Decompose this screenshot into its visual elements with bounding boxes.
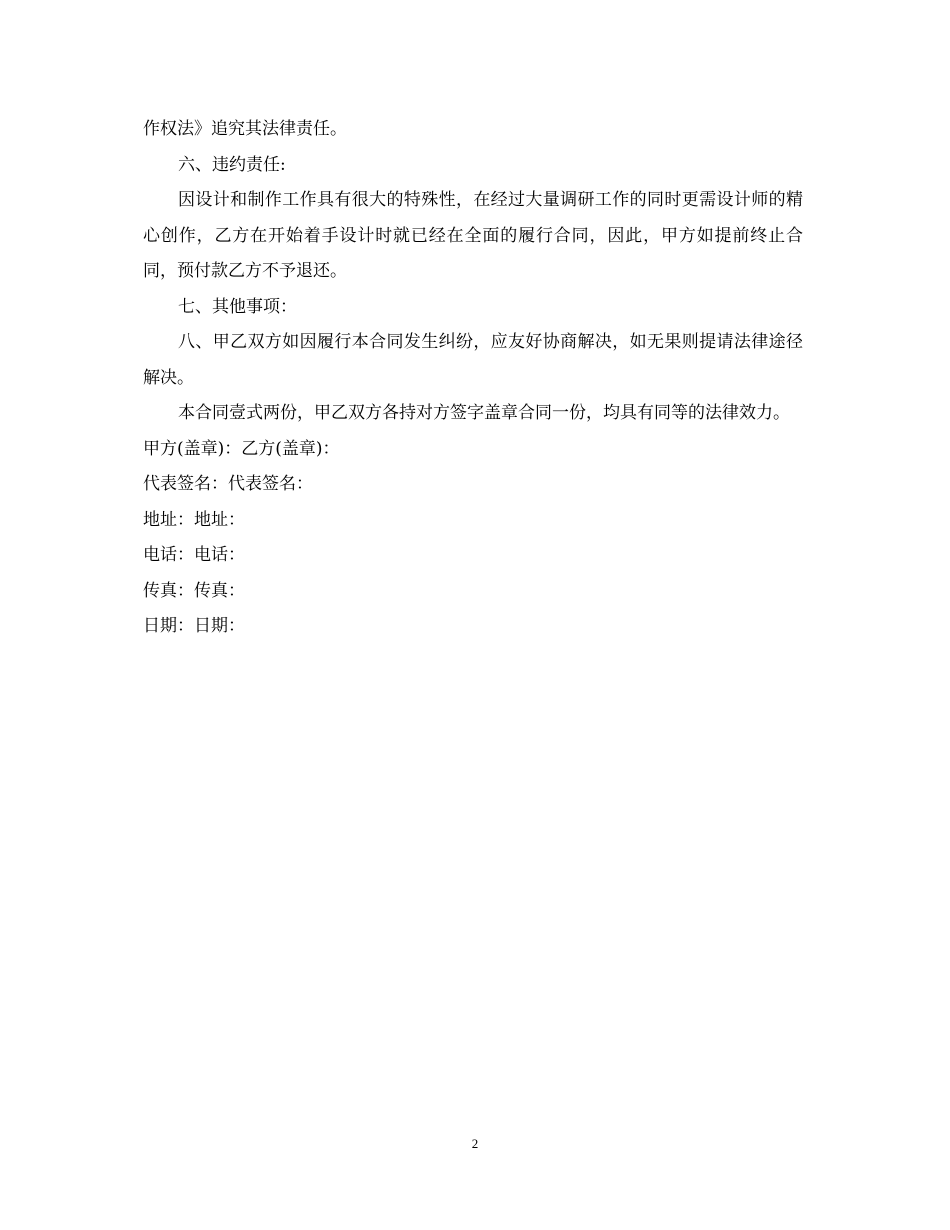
paragraph-dispute-resolution: 八、甲乙双方如因履行本合同发生纠纷，应友好协商解决，如无果则提请法律途径解决。	[143, 332, 803, 388]
heading-breach-liability: 六、违约责任:	[178, 154, 286, 175]
signature-line-address: 地址：地址：	[143, 509, 245, 530]
heading-other-matters: 七、其他事项：	[178, 296, 297, 317]
signature-line-seal: 甲方(盖章)：乙方(盖章)：	[143, 438, 340, 459]
signature-line-date: 日期：日期：	[143, 616, 245, 636]
signature-line-representative: 代表签名：代表签名：	[143, 474, 313, 494]
signature-line-fax: 传真：传真：	[143, 580, 245, 601]
signature-block	[143, 432, 803, 645]
paragraph-contract-copies: 本合同壹式两份，甲乙双方各持对方签字盖章合同一份，均具有同等的法律效力。	[178, 403, 790, 423]
document-body	[143, 112, 803, 645]
signature-line-phone: 电话：电话：	[143, 545, 245, 565]
page-number: 2	[471, 1136, 479, 1151]
paragraph-breach-liability: 因设计和制作工作具有很大的特殊性，在经过大量调研工作的同时更需设计师的精心创作，乙方在开始着手设计时就已经在全面的履行合同，因此，甲方如提前终止合同，预付款乙方不予退还。	[143, 190, 803, 281]
paragraph-copyright-tail: 作权法》追究其法律责任。	[143, 119, 347, 139]
